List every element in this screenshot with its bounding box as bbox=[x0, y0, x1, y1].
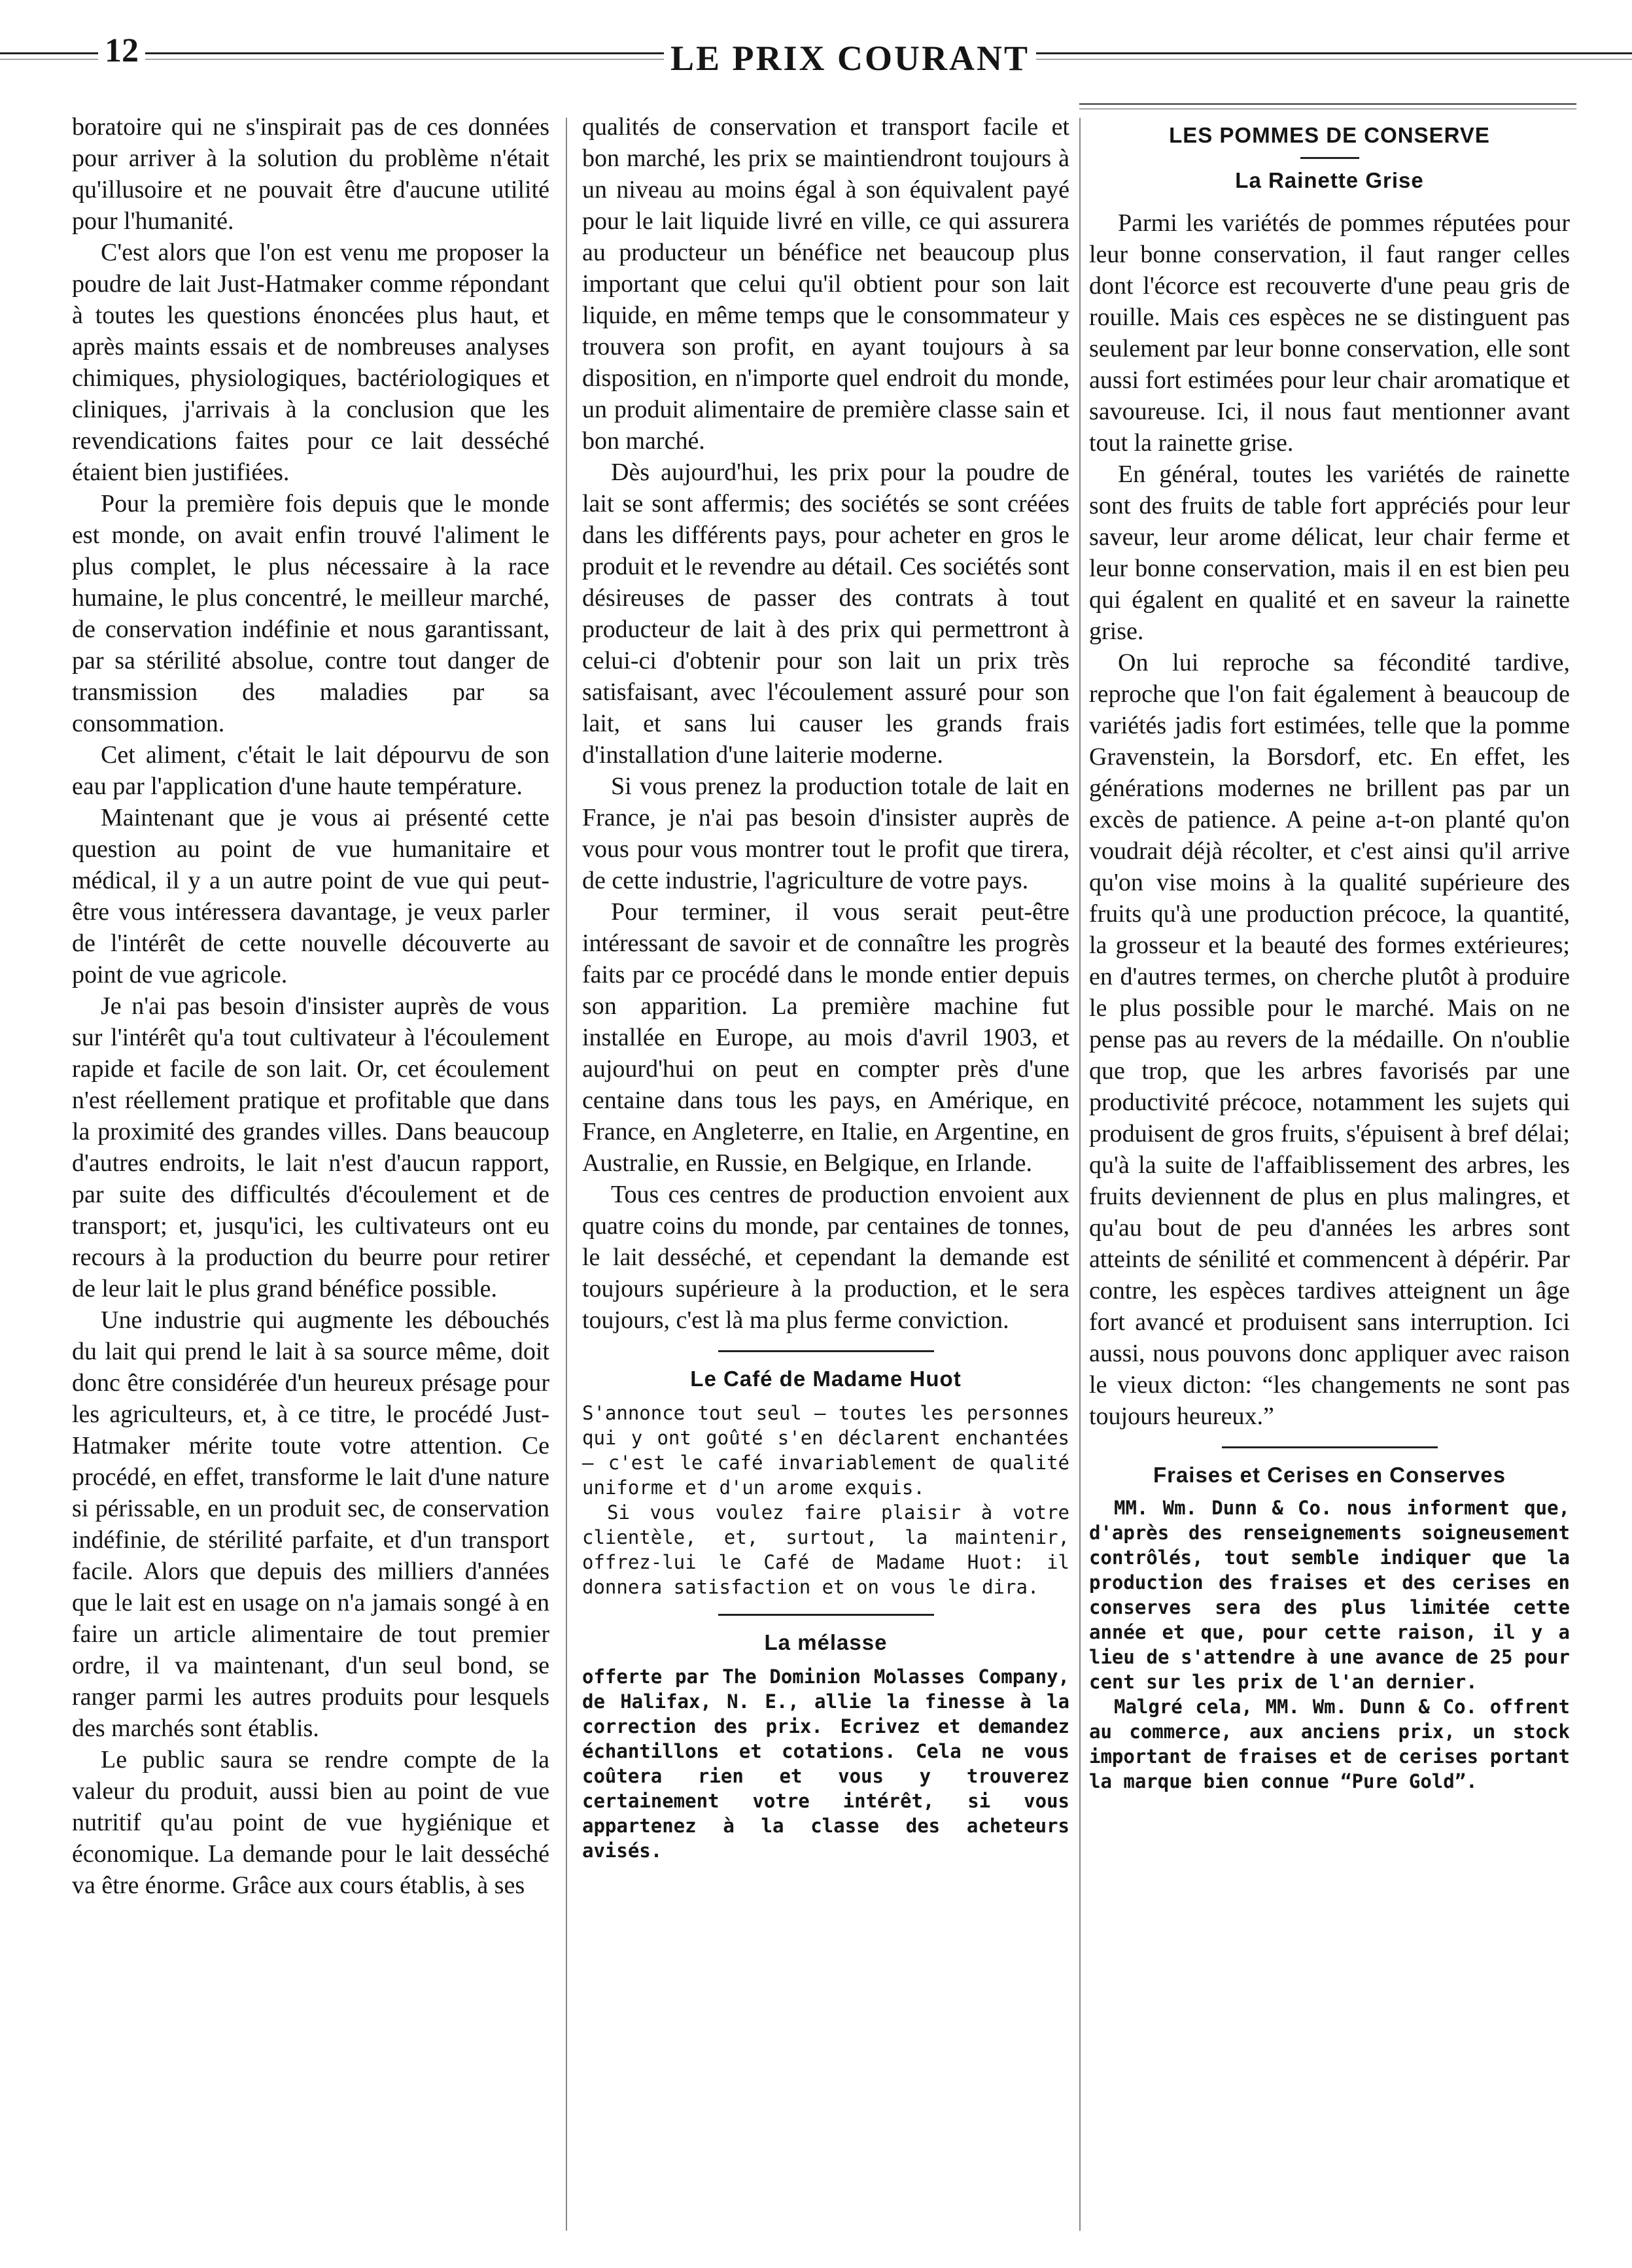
cafe-title: Le Café de Madame Huot bbox=[690, 1367, 962, 1391]
journal-title: LE PRIX COURANT bbox=[664, 38, 1036, 79]
article-paragraph: Cet aliment, c'était le lait dépourvu de son eau par l'application d'une haute température. bbox=[72, 741, 549, 800]
article-paragraph: On lui reproche sa fécondité tardive, reproche que l'on fait également à beaucoup de variétés jadis fort estimées, telle que la pomme Gravenstein, la Borsdorf, etc. En effet, les générations modernes ne brillent pas par un excès de patience. A peine a-t-on planté qu'on voudrait déjà récolter, et c'est ainsi qu'il arrive qu'on vise moins à la qualité supérieure des fruits qu'à une production précoce, la quantité, la grosseur et la beauté des formes extérieures; en d'autres termes, on cherche plutôt à produire le plus possible pour le marché. Mais on ne pense pas au revers de la médaille. On n'oublie que trop, que les arbres favorisés par une productivité précoce, notamment les sujets qui produisent de gros fruits, s'épuisent à bref délai; qu'à la suite de l'affaiblissement des arbres, les fruits deviennent de plus en plus malingres, et qu'au bout de peu d'années les arbres sont atteints de sénilité et commencent à dépérir. Par contre, les espèces tardives atteignent un âge fort avancé et produisent sans interruption. Ici aussi, nous pouvons donc appliquer avec raison le vieux dicton: “les changements ne sont pas toujours heureux.” bbox=[1089, 649, 1570, 1430]
section-separator bbox=[1222, 1446, 1438, 1448]
cafe-paragraph: Si vous voulez faire plaisir à votre clientèle, et, surtout, la maintenir, offrez-lui le Café de Madame Huot: il donnera satisfaction et on vous le dira. bbox=[582, 1501, 1069, 1598]
fraises-paragraph: Malgré cela, MM. Wm. Dunn & Co. offrent au commerce, aux anciens prix, un stock important de fraises et de cerises portant la marque bien connue “Pure Gold”. bbox=[1089, 1696, 1570, 1792]
article-paragraph: Maintenant que je vous ai présenté cette question au point de vue humanitaire et médical, il y a un autre point de vue qui peut-être vous intéressera davantage, je veux parler de l'intérêt de cette nouvelle découverte au point de vue agricole. bbox=[72, 804, 549, 988]
article-paragraph: Pour terminer, il vous serait peut-être intéressant de savoir et de connaître les progrès faits par ce procédé dans le monde entier depuis son apparition. La première machine fut installée en Europe, au mois d'avril 1903, et aujourd'hui on peut en compter près d'une centaine dans tous les pays, en Amérique, en France, en Angleterre, en Italie, en Argentine, en Australie, en Russie, en Belgique, en Irlande. bbox=[582, 898, 1069, 1177]
column-right bbox=[1089, 111, 1570, 1794]
column-middle bbox=[582, 111, 1069, 1863]
page-number: 12 bbox=[98, 31, 145, 70]
article-paragraph: Tous ces centres de production envoient aux quatre coins du monde, par centaines de tonnes, le lait desséché, et cependant la demande est toujours supérieure à la production, et le sera toujours, c'est là ma plus ferme conviction. bbox=[582, 1181, 1069, 1334]
article-paragraph: boratoire qui ne s'inspirait pas de ces données pour arriver à la solution du problème n'était qu'illusoire et ne pouvait être d'aucune utilité pour l'humanité. bbox=[72, 113, 549, 235]
article-paragraph: Si vous prenez la production totale de lait en France, je n'ai pas besoin d'insister auprès de vous pour vous montrer tout le profit que tirera, de cette industrie, l'agriculture de votre pays. bbox=[582, 773, 1069, 894]
section-separator bbox=[718, 1614, 934, 1616]
melasse-title: La mélasse bbox=[764, 1630, 888, 1654]
article-paragraph: qualités de conservation et transport facile et bon marché, les prix se maintiendront toujours à un niveau au moins égal à son équivalent payé pour le lait liquide livré en ville, ce qui assurera au producteur un bénéfice net beaucoup plus important que celui qu'il obtient pour son lait liquide, en même temps que le consommateur y trouvera son profit, en ayant toujours à sa disposition, en n'importe quel endroit du monde, un produit alimentaire de première classe sain et bon marché. bbox=[582, 113, 1069, 455]
fraises-title: Fraises et Cerises en Conserves bbox=[1153, 1463, 1506, 1487]
melasse-paragraph: offerte par The Dominion Molasses Company, de Halifax, N. E., allie la finesse à la correction des prix. Ecrivez et demandez échantillons et cotations. Cela ne vous coûtera rien et vous y trouverez certainement votre intérêt, si vous appartenez à la classe des acheteurs avisés. bbox=[582, 1666, 1069, 1862]
column-divider bbox=[566, 118, 567, 2231]
cafe-paragraph: S'annonce tout seul — toutes les personnes qui y ont goûté s'en déclarent enchantées — c'est le café invariablement de qualité uniforme et d'un arome exquis. bbox=[582, 1402, 1069, 1499]
article-paragraph: Une industrie qui augmente les débouchés du lait qui prend le lait à sa source même, doit donc être considérée d'un heureux présage pour les agriculteurs, et, à ce titre, le procédé Just-Hatmaker mérite toute votre attention. Ce procédé, en effet, transforme le lait d'une nature si périssable, en un produit sec, de conservation indéfinie, de stérilité parfaite, et d'un transport facile. Alors que depuis des milliers d'années que le lait est en usage on n'a jamais songé à en faire un article alimentaire de tout premier ordre, il va maintenant, d'un seul bond, se ranger parmi les autres produits pour lesquels des marchés sont établis. bbox=[72, 1306, 549, 1742]
section-separator bbox=[718, 1350, 934, 1352]
column-divider bbox=[1079, 118, 1081, 2231]
article-title: LES POMMES DE CONSERVE bbox=[1169, 123, 1490, 147]
article-paragraph: Pour la première fois depuis que le monde est monde, on avait enfin trouvé l'aliment le plus complet, le plus nécessaire à la race humaine, le plus concentré, le meilleur marché, de conservation indéfinie et nous garantissant, par sa stérilité absolue, contre tout danger de transmission des maladies par sa consommation. bbox=[72, 490, 549, 737]
article-paragraph: En général, toutes les variétés de rainette sont des fruits de table fort appréciés pour leur saveur, leur arome délicat, leur chair ferme et leur bonne conservation, mais il en est bien peu qui égalent en qualité et en saveur la rainette grise. bbox=[1089, 461, 1570, 645]
article-paragraph: Dès aujourd'hui, les prix pour la poudre de lait se sont affermis; des sociétés se sont créées dans les différents pays, pour acheter en gros le produit et le revendre au détail. Ces sociétés sont désireuses de passer des contrats à tout producteur de lait à des prix qui permettront à celui-ci d'obtenir pour son lait un prix très satisfaisant, avec l'écoulement assuré pour son lait, et sans lui causer les grands frais d'installation d'une laiterie moderne. bbox=[582, 459, 1069, 769]
title-rule bbox=[1300, 157, 1359, 159]
column-left bbox=[72, 111, 549, 1901]
column-top-rule bbox=[1079, 103, 1576, 105]
article-paragraph: Le public saura se rendre compte de la valeur du produit, aussi bien au point de vue nutritif qu'au point de vue hygiénique et économique. La demande pour le lait desséché va être énorme. Grâce aux cours établis, à ses bbox=[72, 1746, 549, 1899]
fraises-paragraph: MM. Wm. Dunn & Co. nous informent que, d'après des renseignements soigneusement contrôlés, tout semble indiquer que la production des fraises et des cerises en conserves sera des plus limitée cette année et que, pour cette raison, il y a lieu de s'attendre à une avance de 25 pour cent sur les prix de l'an dernier. bbox=[1089, 1497, 1570, 1693]
article-paragraph: C'est alors que l'on est venu me proposer la poudre de lait Just-Hatmaker comme répondant à toutes les questions énoncées plus haut, et après maints essais et de nombreuses analyses chimiques, physiologiques, bactériologiques et cliniques, j'arrivais à la conclusion que les revendications faites pour ce lait desséché étaient bien justifiées. bbox=[72, 239, 549, 486]
article-paragraph: Parmi les variétés de pommes réputées pour leur bonne conservation, il faut ranger celles dont l'écorce est recouverte d'une peau gris de rouille. Mais ces espèces ne se distinguent pas seulement par leur bonne conservation, elle sont aussi fort estimées pour leur chair aromatique et savoureuse. Ici, il nous faut mentionner avant tout la rainette grise. bbox=[1089, 209, 1570, 457]
article-subtitle: La Rainette Grise bbox=[1235, 168, 1424, 192]
article-paragraph: Je n'ai pas besoin d'insister auprès de vous sur l'intérêt qu'a tout cultivateur à l'écoulement rapide et facile de son lait. Or, cet écoulement n'est réellement pratique et profitable que dans la proximité des grandes villes. Dans beaucoup d'autres endroits, le lait n'est d'aucun rapport, par suite des difficultés d'écoulement et de transport; et, jusqu'ici, les cultivateurs ont eu recours à la production du beurre pour retirer de leur lait le plus grand bénéfice possible. bbox=[72, 992, 549, 1302]
